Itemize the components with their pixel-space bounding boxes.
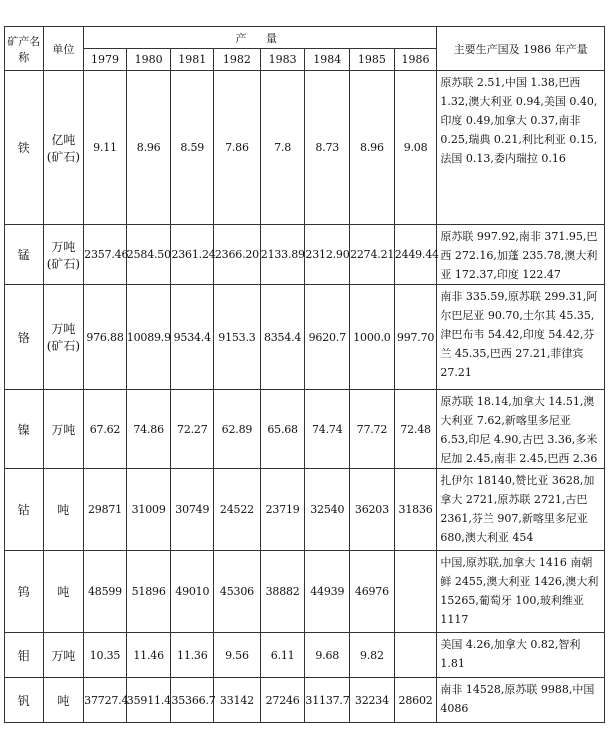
table-row [5,390,605,469]
output-value-cell: 33142 [214,678,261,723]
mineral-production-table [4,26,605,723]
producers-cell: 中国,原苏联,加拿大 1416 南朝鲜 2455,澳大利亚 1426,澳大利 15265,葡萄牙 100,玻利维亚 1117 [437,551,605,633]
output-value-cell: 23719 [260,469,305,551]
mineral-name-cell: 镍 [5,390,44,469]
output-value-cell: 9153.3 [214,285,261,390]
output-value-cell: 8.96 [350,71,395,225]
output-value-cell: 8.96 [126,71,171,225]
table-body [5,71,605,723]
output-value-cell: 9.56 [214,633,261,678]
year-header: 1980 [126,49,171,71]
table-row [5,633,605,678]
output-value-cell: 30749 [171,469,214,551]
output-value-cell: 45306 [214,551,261,633]
output-value-cell [394,551,437,633]
output-value-cell: 976.88 [84,285,127,390]
output-value-cell [394,633,437,678]
output-value-cell: 35366.7 [171,678,214,723]
output-value-cell: 62.89 [214,390,261,469]
output-value-cell: 51896 [126,551,171,633]
year-header: 1986 [394,49,437,71]
unit-cell: 万吨(矿石) [43,225,84,285]
output-value-cell: 2361.24 [171,225,214,285]
output-value-cell: 2312.90 [305,225,350,285]
output-value-cell: 31836 [394,469,437,551]
output-value-cell: 11.36 [171,633,214,678]
output-value-cell: 38882 [260,551,305,633]
output-value-cell: 29871 [84,469,127,551]
output-value-cell: 31009 [126,469,171,551]
output-value-cell: 8354.4 [260,285,305,390]
producers-cell: 美国 4.26,加拿大 0.82,智利 1.81 [437,633,605,678]
year-header: 1979 [84,49,127,71]
output-value-cell: 11.46 [126,633,171,678]
producers-cell: 扎伊尔 18140,赞比亚 3628,加拿大 2721,原苏联 2721,古巴 2361,芬兰 907,新喀里多尼亚 680,澳大利亚 454 [437,469,605,551]
producers-column-header: 主要生产国及 1986 年产量 [437,27,605,71]
table-row [5,71,605,225]
mineral-name-cell: 铁 [5,71,44,225]
output-value-cell: 72.48 [394,390,437,469]
output-value-cell: 77.72 [350,390,395,469]
table-row [5,678,605,723]
table-row [5,285,605,390]
mineral-column-header: 矿产名称 [5,27,44,71]
output-value-cell: 27246 [260,678,305,723]
output-value-cell: 2449.44 [394,225,437,285]
output-value-cell: 2584.50 [126,225,171,285]
unit-cell: 万吨 [43,633,84,678]
producers-cell: 原苏联 18.14,加拿大 14.51,澳大利亚 7.62,新喀里多尼亚 6.53,印尼 4.90,古巴 3.36,多米尼加 2.45,南非 2.45,巴西 2.36 [437,390,605,469]
unit-column-header: 单位 [43,27,84,71]
output-value-cell: 9.08 [394,71,437,225]
output-value-cell: 46976 [350,551,395,633]
header-row [5,27,605,49]
output-value-cell: 2366.20 [214,225,261,285]
output-value-cell: 9.82 [350,633,395,678]
year-header: 1985 [350,49,395,71]
unit-cell: 吨 [43,551,84,633]
output-value-cell: 10089.9 [126,285,171,390]
output-value-cell: 49010 [171,551,214,633]
output-group-header: 产 量 [84,27,437,49]
mineral-name-cell: 钴 [5,469,44,551]
mineral-name-cell: 钨 [5,551,44,633]
output-value-cell: 72.27 [171,390,214,469]
output-value-cell: 7.86 [214,71,261,225]
output-value-cell: 9534.4 [171,285,214,390]
output-value-cell: 8.59 [171,71,214,225]
output-value-cell: 65.68 [260,390,305,469]
output-value-cell: 9.68 [305,633,350,678]
producers-cell: 原苏联 2.51,中国 1.38,巴西 1.32,澳大利亚 0.94,美国 0.40,印度 0.49,加拿大 0.37,南非 0.25,瑞典 0.21,利比利亚 0.15,法国 0.13,委内瑞拉 0.16 [437,71,605,225]
output-value-cell: 28602 [394,678,437,723]
table-row [5,469,605,551]
output-value-cell: 35911.4 [126,678,171,723]
output-value-cell: 1000.0 [350,285,395,390]
unit-cell: 万吨 [43,390,84,469]
output-value-cell: 9.11 [84,71,127,225]
unit-cell: 吨 [43,469,84,551]
output-value-cell: 7.8 [260,71,305,225]
producers-cell: 南非 14528,原苏联 9988,中国 4086 [437,678,605,723]
unit-cell: 万吨(矿石) [43,285,84,390]
output-value-cell: 74.86 [126,390,171,469]
output-value-cell: 36203 [350,469,395,551]
mineral-name-cell: 锰 [5,225,44,285]
output-value-cell: 9620.7 [305,285,350,390]
output-value-cell: 24522 [214,469,261,551]
output-value-cell: 67.62 [84,390,127,469]
output-value-cell: 32234 [350,678,395,723]
output-value-cell: 44939 [305,551,350,633]
output-value-cell: 997.70 [394,285,437,390]
mineral-name-cell: 钒 [5,678,44,723]
output-value-cell: 10.35 [84,633,127,678]
year-header: 1984 [305,49,350,71]
output-value-cell: 32540 [305,469,350,551]
output-value-cell: 31137.7 [305,678,350,723]
unit-cell: 吨 [43,678,84,723]
output-value-cell: 2133.89 [260,225,305,285]
producers-cell: 原苏联 997.92,南非 371.95,巴西 272.16,加蓬 235.78,澳大利亚 172.37,印度 122.47 [437,225,605,285]
year-header: 1983 [260,49,305,71]
year-header: 1982 [214,49,261,71]
output-value-cell: 74.74 [305,390,350,469]
mineral-name-cell: 钼 [5,633,44,678]
producers-cell: 南非 335.59,原苏联 299.31,阿尔巴尼亚 90.70,土尔其 45.35,津巴布韦 54.42,印度 54.42,芬兰 45.35,巴西 27.21,菲律宾 27.21 [437,285,605,390]
mineral-name-cell: 铬 [5,285,44,390]
unit-cell: 亿吨(矿石) [43,71,84,225]
output-value-cell: 37727.4 [84,678,127,723]
output-value-cell: 6.11 [260,633,305,678]
output-value-cell: 8.73 [305,71,350,225]
table-row [5,551,605,633]
table-row [5,225,605,285]
output-value-cell: 2357.46 [84,225,127,285]
output-value-cell: 2274.21 [350,225,395,285]
year-header: 1981 [171,49,214,71]
output-value-cell: 48599 [84,551,127,633]
